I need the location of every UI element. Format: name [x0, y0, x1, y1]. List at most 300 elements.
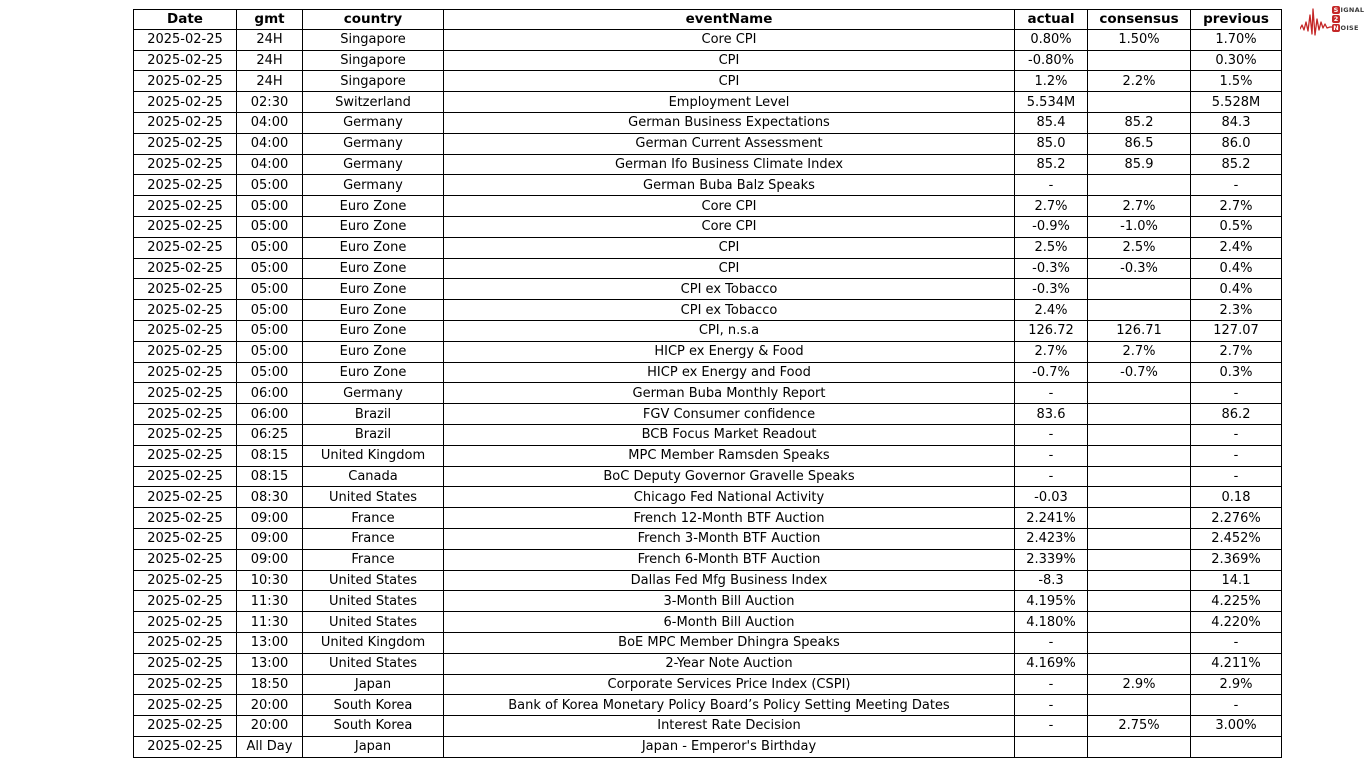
cell-previous: 4.211% [1191, 653, 1282, 674]
cell-previous: 0.30% [1191, 50, 1282, 71]
table-body [134, 29, 1282, 757]
cell-country: Germany [303, 133, 444, 154]
cell-consensus [1088, 466, 1191, 487]
cell-gmt: 10:30 [237, 570, 303, 591]
table-row [134, 528, 1282, 549]
cell-date: 2025-02-25 [134, 508, 237, 529]
cell-event-name: BoE MPC Member Dhingra Speaks [444, 632, 1015, 653]
table-row [134, 424, 1282, 445]
cell-actual: 4.169% [1015, 653, 1088, 674]
cell-event-name: French 3-Month BTF Auction [444, 528, 1015, 549]
cell-consensus [1088, 300, 1191, 321]
cell-event-name: Core CPI [444, 216, 1015, 237]
cell-date: 2025-02-25 [134, 29, 237, 50]
table-row [134, 445, 1282, 466]
cell-date: 2025-02-25 [134, 674, 237, 695]
logo-badge-n: N [1333, 24, 1339, 32]
table-row [134, 320, 1282, 341]
cell-gmt: 04:00 [237, 133, 303, 154]
table-row [134, 716, 1282, 737]
cell-date: 2025-02-25 [134, 258, 237, 279]
column-header-consensus: consensus [1088, 10, 1191, 30]
cell-actual: 2.5% [1015, 237, 1088, 258]
cell-previous: 127.07 [1191, 320, 1282, 341]
cell-country: France [303, 549, 444, 570]
table-header [134, 10, 1282, 30]
cell-country: United Kingdom [303, 632, 444, 653]
cell-country: Germany [303, 154, 444, 175]
cell-date: 2025-02-25 [134, 695, 237, 716]
cell-date: 2025-02-25 [134, 237, 237, 258]
cell-country: Euro Zone [303, 196, 444, 217]
cell-event-name: CPI [444, 258, 1015, 279]
table-row [134, 154, 1282, 175]
cell-event-name: German Buba Balz Speaks [444, 175, 1015, 196]
cell-country: Brazil [303, 424, 444, 445]
cell-country: South Korea [303, 695, 444, 716]
cell-consensus [1088, 175, 1191, 196]
cell-gmt: 20:00 [237, 716, 303, 737]
table-row [134, 736, 1282, 757]
cell-event-name: Core CPI [444, 196, 1015, 217]
table-row [134, 216, 1282, 237]
table-row [134, 50, 1282, 71]
cell-consensus [1088, 508, 1191, 529]
cell-actual: - [1015, 632, 1088, 653]
cell-actual: 85.4 [1015, 112, 1088, 133]
cell-event-name: HICP ex Energy and Food [444, 362, 1015, 383]
cell-previous: - [1191, 445, 1282, 466]
cell-date: 2025-02-25 [134, 716, 237, 737]
cell-country: Singapore [303, 29, 444, 50]
cell-previous: 5.528M [1191, 92, 1282, 113]
cell-consensus [1088, 736, 1191, 757]
cell-previous: 2.9% [1191, 674, 1282, 695]
cell-gmt: 05:00 [237, 258, 303, 279]
cell-event-name: Corporate Services Price Index (CSPI) [444, 674, 1015, 695]
cell-event-name: French 6-Month BTF Auction [444, 549, 1015, 570]
table-row [134, 591, 1282, 612]
cell-actual: -8.3 [1015, 570, 1088, 591]
cell-consensus [1088, 50, 1191, 71]
logo-text-oise: OISE [1340, 24, 1359, 32]
cell-previous: 2.276% [1191, 508, 1282, 529]
cell-date: 2025-02-25 [134, 92, 237, 113]
cell-event-name: Japan - Emperor's Birthday [444, 736, 1015, 757]
cell-event-name: CPI [444, 237, 1015, 258]
cell-gmt: 06:00 [237, 383, 303, 404]
cell-gmt: 05:00 [237, 216, 303, 237]
cell-gmt: 13:00 [237, 632, 303, 653]
table-row [134, 92, 1282, 113]
cell-date: 2025-02-25 [134, 341, 237, 362]
cell-gmt: 18:50 [237, 674, 303, 695]
cell-date: 2025-02-25 [134, 466, 237, 487]
cell-gmt: 13:00 [237, 653, 303, 674]
cell-country: Euro Zone [303, 300, 444, 321]
cell-date: 2025-02-25 [134, 362, 237, 383]
cell-country: Switzerland [303, 92, 444, 113]
cell-actual: -0.9% [1015, 216, 1088, 237]
cell-gmt: 05:00 [237, 279, 303, 300]
table-row [134, 341, 1282, 362]
waveform-icon [1300, 7, 1334, 39]
column-header-country: country [303, 10, 444, 30]
cell-actual: 2.423% [1015, 528, 1088, 549]
cell-gmt: 05:00 [237, 300, 303, 321]
cell-event-name: CPI [444, 50, 1015, 71]
cell-previous: - [1191, 383, 1282, 404]
cell-country: Germany [303, 175, 444, 196]
cell-consensus: 2.2% [1088, 71, 1191, 92]
cell-gmt: 05:00 [237, 341, 303, 362]
logo-line-signal [1332, 6, 1364, 14]
cell-event-name: Chicago Fed National Activity [444, 487, 1015, 508]
cell-event-name: German Ifo Business Climate Index [444, 154, 1015, 175]
cell-previous: 4.225% [1191, 591, 1282, 612]
table-row [134, 29, 1282, 50]
cell-gmt: 09:00 [237, 528, 303, 549]
logo-line-noise [1332, 24, 1364, 32]
cell-consensus [1088, 549, 1191, 570]
signal2noise-logo [1300, 3, 1362, 43]
cell-actual: -0.7% [1015, 362, 1088, 383]
cell-country: Euro Zone [303, 320, 444, 341]
cell-event-name: CPI ex Tobacco [444, 279, 1015, 300]
cell-previous: 0.18 [1191, 487, 1282, 508]
cell-event-name: German Business Expectations [444, 112, 1015, 133]
cell-event-name: CPI ex Tobacco [444, 300, 1015, 321]
cell-gmt: 05:00 [237, 320, 303, 341]
cell-previous: 0.4% [1191, 258, 1282, 279]
cell-consensus [1088, 612, 1191, 633]
table-row [134, 674, 1282, 695]
cell-previous: 84.3 [1191, 112, 1282, 133]
cell-gmt: 24H [237, 71, 303, 92]
column-header-gmt: gmt [237, 10, 303, 30]
cell-gmt: 05:00 [237, 362, 303, 383]
table-row [134, 71, 1282, 92]
cell-previous: 2.3% [1191, 300, 1282, 321]
cell-event-name: Dallas Fed Mfg Business Index [444, 570, 1015, 591]
cell-consensus [1088, 653, 1191, 674]
cell-actual: -0.03 [1015, 487, 1088, 508]
cell-previous: 0.5% [1191, 216, 1282, 237]
column-header-event-name: eventName [444, 10, 1015, 30]
logo-badge-2: 2 [1333, 15, 1339, 23]
cell-date: 2025-02-25 [134, 570, 237, 591]
cell-country: Brazil [303, 404, 444, 425]
cell-date: 2025-02-25 [134, 279, 237, 300]
cell-country: United States [303, 591, 444, 612]
cell-gmt: All Day [237, 736, 303, 757]
cell-consensus [1088, 487, 1191, 508]
logo-text-ignal: IGNAL [1340, 6, 1364, 14]
column-header-date: Date [134, 10, 237, 30]
cell-consensus: -0.3% [1088, 258, 1191, 279]
cell-actual: - [1015, 383, 1088, 404]
cell-consensus: 1.50% [1088, 29, 1191, 50]
cell-date: 2025-02-25 [134, 216, 237, 237]
cell-consensus [1088, 424, 1191, 445]
table-row [134, 612, 1282, 633]
cell-gmt: 08:15 [237, 445, 303, 466]
cell-event-name: 2-Year Note Auction [444, 653, 1015, 674]
cell-actual [1015, 736, 1088, 757]
cell-gmt: 08:15 [237, 466, 303, 487]
cell-event-name: German Current Assessment [444, 133, 1015, 154]
cell-country: Japan [303, 736, 444, 757]
cell-gmt: 04:00 [237, 112, 303, 133]
cell-consensus [1088, 695, 1191, 716]
cell-previous: 14.1 [1191, 570, 1282, 591]
cell-country: France [303, 528, 444, 549]
cell-consensus: 85.2 [1088, 112, 1191, 133]
cell-date: 2025-02-25 [134, 320, 237, 341]
cell-date: 2025-02-25 [134, 71, 237, 92]
cell-consensus: 2.75% [1088, 716, 1191, 737]
cell-date: 2025-02-25 [134, 549, 237, 570]
cell-gmt: 24H [237, 50, 303, 71]
table-row [134, 487, 1282, 508]
cell-event-name: Employment Level [444, 92, 1015, 113]
cell-actual: 0.80% [1015, 29, 1088, 50]
cell-consensus: -1.0% [1088, 216, 1191, 237]
table-row [134, 300, 1282, 321]
cell-previous: 2.7% [1191, 341, 1282, 362]
table-row [134, 466, 1282, 487]
cell-event-name: French 12-Month BTF Auction [444, 508, 1015, 529]
cell-date: 2025-02-25 [134, 50, 237, 71]
column-header-previous: previous [1191, 10, 1282, 30]
cell-previous: - [1191, 175, 1282, 196]
table-row [134, 362, 1282, 383]
cell-consensus: 2.7% [1088, 196, 1191, 217]
cell-consensus [1088, 445, 1191, 466]
cell-country: Euro Zone [303, 279, 444, 300]
cell-date: 2025-02-25 [134, 133, 237, 154]
cell-event-name: Interest Rate Decision [444, 716, 1015, 737]
cell-date: 2025-02-25 [134, 487, 237, 508]
cell-country: United States [303, 653, 444, 674]
cell-actual: 5.534M [1015, 92, 1088, 113]
table-row [134, 695, 1282, 716]
cell-previous: 2.452% [1191, 528, 1282, 549]
cell-gmt: 09:00 [237, 508, 303, 529]
cell-gmt: 02:30 [237, 92, 303, 113]
cell-actual: - [1015, 716, 1088, 737]
cell-actual: 85.0 [1015, 133, 1088, 154]
cell-event-name: MPC Member Ramsden Speaks [444, 445, 1015, 466]
cell-country: Germany [303, 112, 444, 133]
cell-event-name: BCB Focus Market Readout [444, 424, 1015, 445]
table-row [134, 404, 1282, 425]
cell-actual: - [1015, 695, 1088, 716]
cell-actual: 2.7% [1015, 196, 1088, 217]
cell-country: Canada [303, 466, 444, 487]
cell-event-name: FGV Consumer confidence [444, 404, 1015, 425]
cell-country: United Kingdom [303, 445, 444, 466]
cell-gmt: 05:00 [237, 175, 303, 196]
cell-date: 2025-02-25 [134, 424, 237, 445]
cell-event-name: 6-Month Bill Auction [444, 612, 1015, 633]
table-row [134, 570, 1282, 591]
cell-actual: - [1015, 445, 1088, 466]
cell-date: 2025-02-25 [134, 591, 237, 612]
cell-event-name: 3-Month Bill Auction [444, 591, 1015, 612]
logo-text [1332, 6, 1364, 32]
table-row [134, 632, 1282, 653]
cell-gmt: 05:00 [237, 196, 303, 217]
cell-actual: - [1015, 424, 1088, 445]
cell-previous: 1.5% [1191, 71, 1282, 92]
cell-gmt: 08:30 [237, 487, 303, 508]
cell-date: 2025-02-25 [134, 383, 237, 404]
cell-consensus: 85.9 [1088, 154, 1191, 175]
cell-actual: - [1015, 674, 1088, 695]
cell-gmt: 06:00 [237, 404, 303, 425]
table-row [134, 133, 1282, 154]
cell-consensus: 2.7% [1088, 341, 1191, 362]
cell-previous: 2.4% [1191, 237, 1282, 258]
cell-date: 2025-02-25 [134, 175, 237, 196]
cell-country: Singapore [303, 71, 444, 92]
cell-previous: 0.3% [1191, 362, 1282, 383]
cell-consensus: 2.9% [1088, 674, 1191, 695]
table-row [134, 383, 1282, 404]
table-row [134, 279, 1282, 300]
cell-country: France [303, 508, 444, 529]
cell-country: United States [303, 612, 444, 633]
cell-country: Japan [303, 674, 444, 695]
table-row [134, 653, 1282, 674]
cell-actual: - [1015, 175, 1088, 196]
cell-actual: 126.72 [1015, 320, 1088, 341]
table-row [134, 237, 1282, 258]
cell-consensus: -0.7% [1088, 362, 1191, 383]
cell-gmt: 11:30 [237, 612, 303, 633]
cell-previous: 86.2 [1191, 404, 1282, 425]
cell-consensus: 2.5% [1088, 237, 1191, 258]
cell-date: 2025-02-25 [134, 154, 237, 175]
cell-consensus [1088, 279, 1191, 300]
cell-previous: 2.369% [1191, 549, 1282, 570]
cell-previous: 3.00% [1191, 716, 1282, 737]
cell-consensus: 126.71 [1088, 320, 1191, 341]
cell-gmt: 06:25 [237, 424, 303, 445]
cell-previous: 85.2 [1191, 154, 1282, 175]
cell-date: 2025-02-25 [134, 736, 237, 757]
cell-gmt: 05:00 [237, 237, 303, 258]
cell-actual: - [1015, 466, 1088, 487]
cell-event-name: German Buba Monthly Report [444, 383, 1015, 404]
cell-actual: 1.2% [1015, 71, 1088, 92]
cell-actual: 85.2 [1015, 154, 1088, 175]
cell-gmt: 11:30 [237, 591, 303, 612]
cell-actual: 2.339% [1015, 549, 1088, 570]
cell-country: Euro Zone [303, 258, 444, 279]
cell-country: South Korea [303, 716, 444, 737]
column-header-actual: actual [1015, 10, 1088, 30]
cell-actual: 2.4% [1015, 300, 1088, 321]
cell-consensus [1088, 570, 1191, 591]
cell-previous: 1.70% [1191, 29, 1282, 50]
cell-actual: 4.195% [1015, 591, 1088, 612]
cell-country: United States [303, 570, 444, 591]
cell-consensus [1088, 383, 1191, 404]
cell-gmt: 09:00 [237, 549, 303, 570]
cell-date: 2025-02-25 [134, 528, 237, 549]
cell-consensus [1088, 92, 1191, 113]
cell-previous: 86.0 [1191, 133, 1282, 154]
cell-country: Euro Zone [303, 362, 444, 383]
cell-gmt: 20:00 [237, 695, 303, 716]
cell-actual: 2.7% [1015, 341, 1088, 362]
table-row [134, 258, 1282, 279]
cell-actual: 4.180% [1015, 612, 1088, 633]
cell-previous: - [1191, 424, 1282, 445]
cell-date: 2025-02-25 [134, 300, 237, 321]
economic-calendar-table [133, 9, 1282, 758]
cell-actual: 2.241% [1015, 508, 1088, 529]
cell-previous: - [1191, 632, 1282, 653]
cell-date: 2025-02-25 [134, 445, 237, 466]
cell-country: Germany [303, 383, 444, 404]
cell-previous: - [1191, 695, 1282, 716]
table-row [134, 175, 1282, 196]
cell-previous: 4.220% [1191, 612, 1282, 633]
table-row [134, 196, 1282, 217]
logo-badge-s: S [1333, 6, 1339, 14]
cell-date: 2025-02-25 [134, 112, 237, 133]
cell-country: Euro Zone [303, 237, 444, 258]
cell-event-name: Core CPI [444, 29, 1015, 50]
cell-country: United States [303, 487, 444, 508]
cell-previous: - [1191, 466, 1282, 487]
header-row [134, 10, 1282, 30]
cell-consensus: 86.5 [1088, 133, 1191, 154]
cell-country: Euro Zone [303, 341, 444, 362]
cell-actual: 83.6 [1015, 404, 1088, 425]
cell-previous: 2.7% [1191, 196, 1282, 217]
cell-previous [1191, 736, 1282, 757]
logo-line-2 [1332, 15, 1364, 23]
cell-actual: -0.80% [1015, 50, 1088, 71]
cell-date: 2025-02-25 [134, 196, 237, 217]
cell-consensus [1088, 404, 1191, 425]
table-row [134, 508, 1282, 529]
cell-event-name: Bank of Korea Monetary Policy Board’s Policy Setting Meeting Dates [444, 695, 1015, 716]
cell-event-name: HICP ex Energy & Food [444, 341, 1015, 362]
table-row [134, 549, 1282, 570]
cell-consensus [1088, 591, 1191, 612]
cell-date: 2025-02-25 [134, 632, 237, 653]
cell-date: 2025-02-25 [134, 653, 237, 674]
cell-country: Euro Zone [303, 216, 444, 237]
cell-gmt: 04:00 [237, 154, 303, 175]
cell-actual: -0.3% [1015, 279, 1088, 300]
cell-consensus [1088, 528, 1191, 549]
cell-country: Singapore [303, 50, 444, 71]
table-row [134, 112, 1282, 133]
cell-event-name: CPI, n.s.a [444, 320, 1015, 341]
cell-gmt: 24H [237, 29, 303, 50]
cell-consensus [1088, 632, 1191, 653]
cell-actual: -0.3% [1015, 258, 1088, 279]
cell-previous: 0.4% [1191, 279, 1282, 300]
cell-event-name: CPI [444, 71, 1015, 92]
cell-date: 2025-02-25 [134, 404, 237, 425]
